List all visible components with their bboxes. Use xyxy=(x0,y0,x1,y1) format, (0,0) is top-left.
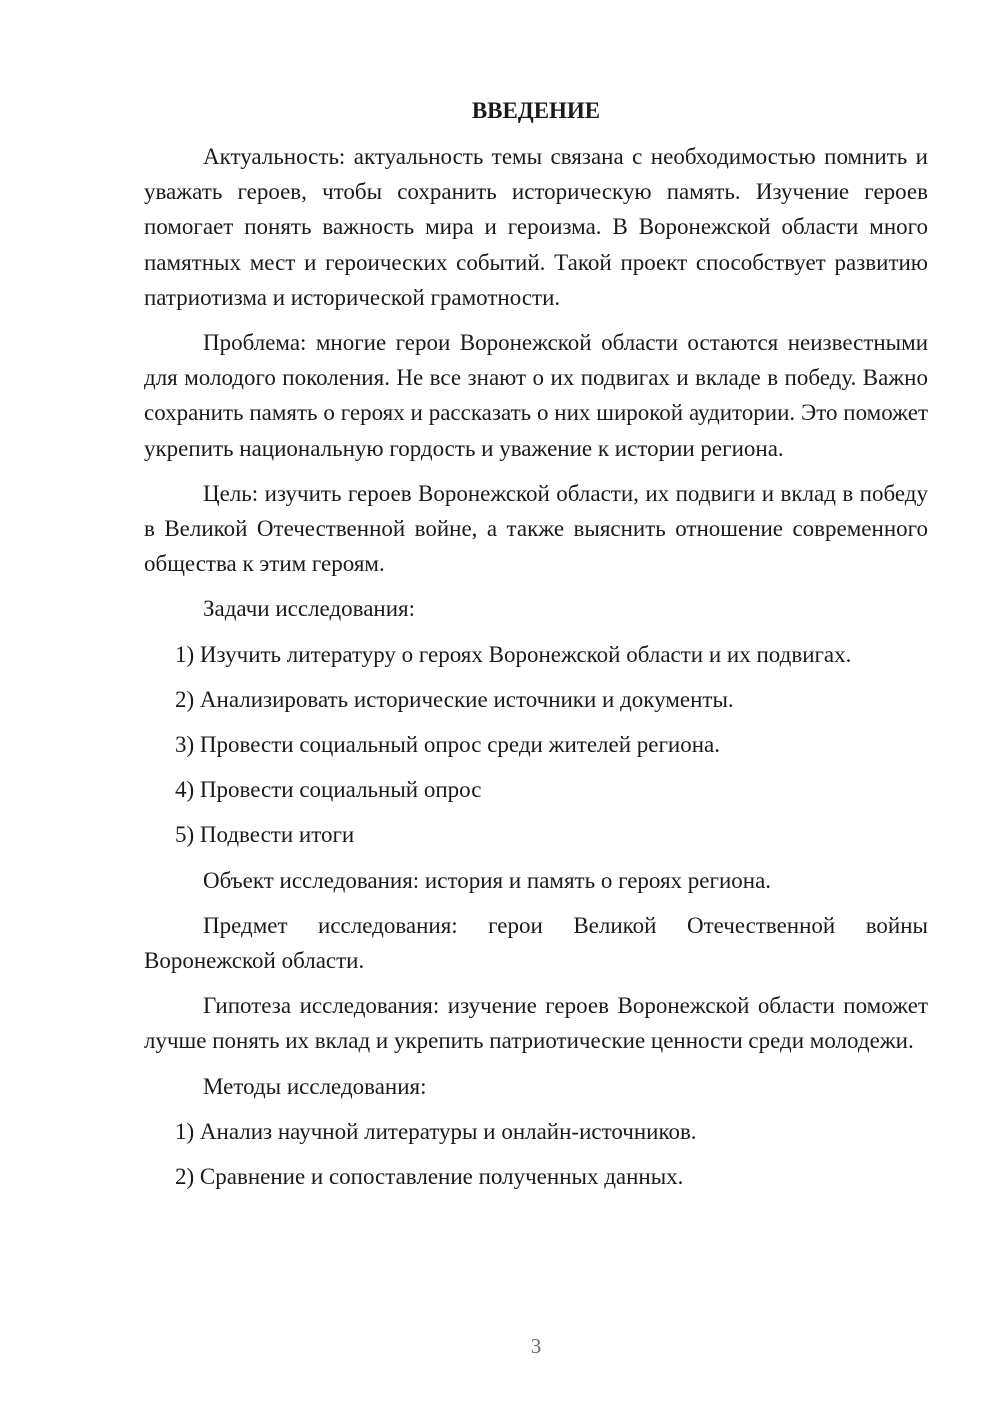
list-item: 3) Провести социальный опрос среди жителей региона. xyxy=(175,732,721,758)
goal-paragraph: Цель: изучить героев Воронежской области, их подвиги и вклад в победу в Великой Отечественной войне, а также выяснить отношение современного общества к этим героям. xyxy=(144,480,928,577)
page-number: 3 xyxy=(530,1334,542,1358)
list-item: 2) Анализировать исторические источники и документы. xyxy=(175,686,734,712)
list-item: 2) Сравнение и сопоставление полученных данных. xyxy=(175,1164,684,1190)
list-item: 1) Анализ научной литературы и онлайн-источников. xyxy=(175,1118,697,1144)
tasks-list xyxy=(144,637,928,853)
hypothesis-paragraph: Гипотеза исследования: изучение героев Воронежской области поможет лучше понять их вклад и укрепить патриотические ценности среди молодежи. xyxy=(144,993,928,1054)
list-item: 5) Подвести итоги xyxy=(175,822,355,848)
subject-paragraph: Предмет исследования: герои Великой Отечественной войны Воронежской области. xyxy=(144,912,928,974)
methods-list xyxy=(144,1114,928,1194)
object-paragraph: Объект исследования: история и память о героях региона. xyxy=(203,867,772,893)
document-page xyxy=(144,95,928,1204)
section-title: ВВЕДЕНИЕ xyxy=(471,98,601,123)
methods-label: Методы исследования: xyxy=(203,1073,427,1099)
relevance-paragraph: Актуальность: актуальность темы связана с необходимостью помнить и уважать героев, чтобы сохранить историческую память. Изучение героев помогает понять важность мира и героизма. В Воронежской области много памятных мест и героических событий. Такой проект способствует развитию патриотизма и исторической грамотности. xyxy=(144,144,928,310)
problem-paragraph: Проблема: многие герои Воронежской области остаются неизвестными для молодого поколения. Не все знают о их подвигах и вкладе в победу. Важно сохранить память о героях и рассказать о них широкой аудитории. Это поможет укрепить национальную гордость и уважение к истории региона. xyxy=(144,330,928,461)
list-item: 1) Изучить литературу о героях Воронежской области и их подвигах. xyxy=(175,641,852,667)
list-item: 4) Провести социальный опрос xyxy=(175,777,482,803)
tasks-label: Задачи исследования: xyxy=(203,596,416,622)
